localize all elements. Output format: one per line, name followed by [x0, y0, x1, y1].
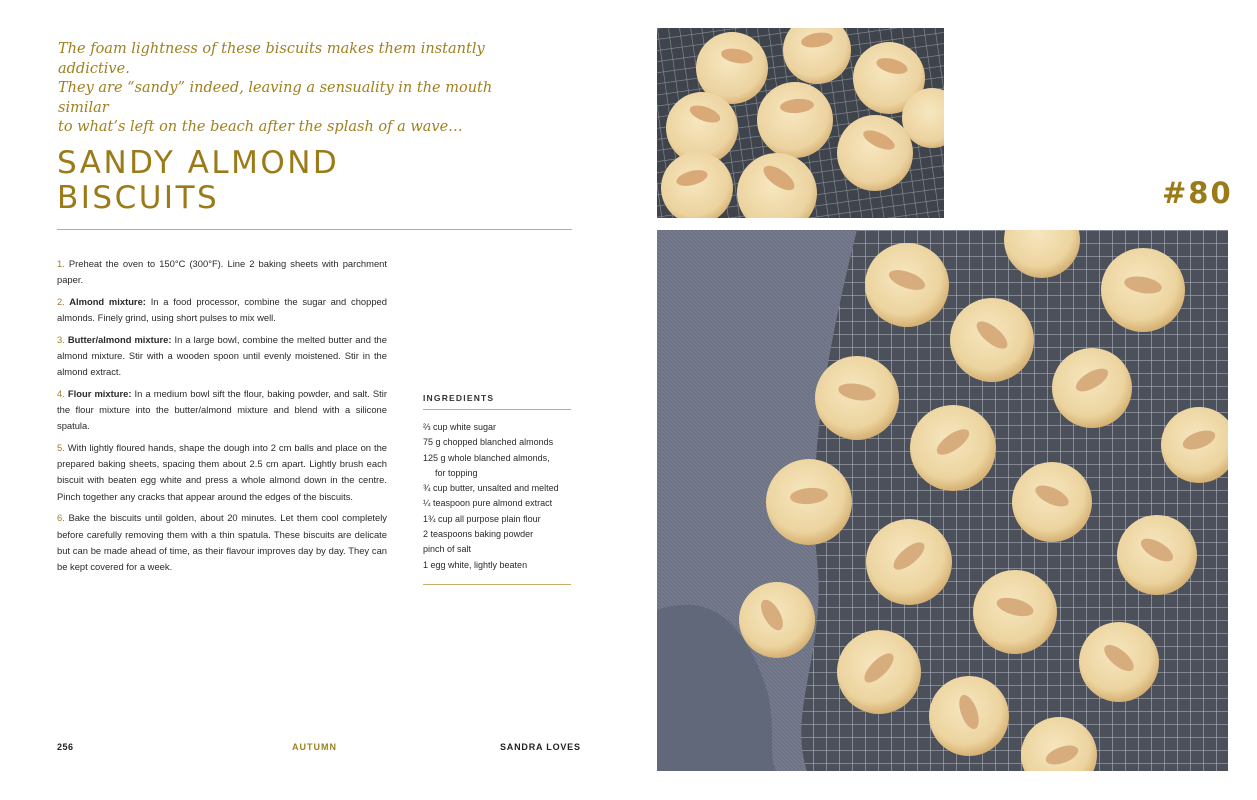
ingredient-item: 125 g whole blanched almonds,: [423, 452, 550, 463]
biscuits-closeup-photo: [657, 28, 944, 218]
biscuits-rack-photo: [657, 230, 1228, 771]
recipe-number: #80: [1162, 176, 1233, 210]
step: [57, 440, 387, 505]
ingredients-heading: INGREDIENTS: [423, 393, 495, 403]
step: [57, 332, 387, 381]
step-label: Almond mixture:: [64, 295, 146, 307]
intro-line: The foam lightness of these biscuits makes them instantly addictive.: [58, 41, 485, 77]
ingredients-bottom-divider: [423, 584, 571, 585]
step-number: 6.: [57, 512, 65, 524]
method-steps: [57, 256, 387, 581]
step-number: 4.: [57, 387, 65, 399]
title-line: BISCUITS: [57, 180, 220, 216]
step-label: Flour mixture:: [64, 387, 132, 399]
step-text: In a medium bowl sift the flour, baking powder, and salt. Stir the flour mixture into the butter/almond mixture and blend with a silicone spatula.: [57, 387, 387, 432]
step-label: Butter/almond mixture:: [64, 333, 172, 345]
step-text: In a food processor, combine the sugar and chopped almonds. Finely grind, using short pulses to mix well.: [57, 295, 387, 324]
ingredient-item: 1 egg white, lightly beaten: [423, 559, 528, 570]
step-text: In a large bowl, combine the melted butter and the almond mixture. Stir with a wooden spoon until evenly moistened. Stir in the almond extract.: [57, 333, 387, 378]
step: [57, 294, 387, 326]
step-number: 5.: [57, 442, 65, 454]
page-number: 256: [57, 742, 74, 752]
ingredients-list: [423, 420, 573, 573]
step: [57, 256, 387, 288]
intro-quote: [58, 40, 518, 138]
step-number: 2.: [57, 295, 65, 307]
step: [57, 386, 387, 435]
step-text: With lightly floured hands, shape the dough into 2 cm balls and place on the prepared baking sheets, spacing them about 2.5 cm apart. Lightly brush each biscuit with beaten egg white and press a whole almond down in the centre. Pinch together any cracks that appear around the edges of the biscuits.: [57, 442, 387, 502]
ingredients-top-divider: [423, 409, 571, 410]
ingredient-item: 2 teaspoons baking powder: [423, 529, 534, 540]
section-name: AUTUMN: [292, 742, 337, 752]
ingredient-item: ⅔ cup white sugar: [423, 422, 497, 432]
ingredient-item: ¾ cup butter, unsalted and melted: [423, 483, 559, 494]
title-divider: [57, 229, 572, 230]
step-number: 3.: [57, 333, 65, 345]
recipe-title: [57, 146, 339, 216]
step-number: 1.: [57, 258, 65, 269]
step-text: Preheat the oven to 150°C (300°F). Line 2 baking sheets with parchment paper.: [57, 258, 387, 286]
title-line: SANDY ALMOND: [57, 145, 340, 181]
intro-line: They are “sandy” indeed, leaving a sensuality in the mouth similar: [58, 80, 493, 116]
book-brand: SANDRA LOVES: [500, 742, 581, 752]
step: [57, 510, 387, 575]
step-text: Bake the biscuits until golden, about 20 minutes. Let them cool completely before carefully removing them with a thin spatula. These biscuits are delicate but can be made ahead of time, as their flavour improves day by day. They can be kept covered for a week.: [57, 512, 387, 572]
ingredient-item: ¼ teaspoon pure almond extract: [423, 498, 553, 509]
ingredient-item: pinch of salt: [423, 544, 472, 555]
ingredient-item: 1¾ cup all purpose plain flour: [423, 513, 541, 524]
ingredient-item: 75 g chopped blanched almonds: [423, 437, 554, 448]
ingredient-item: for topping: [435, 467, 478, 478]
intro-line: to what’s left on the beach after the splash of a wave…: [58, 119, 463, 135]
